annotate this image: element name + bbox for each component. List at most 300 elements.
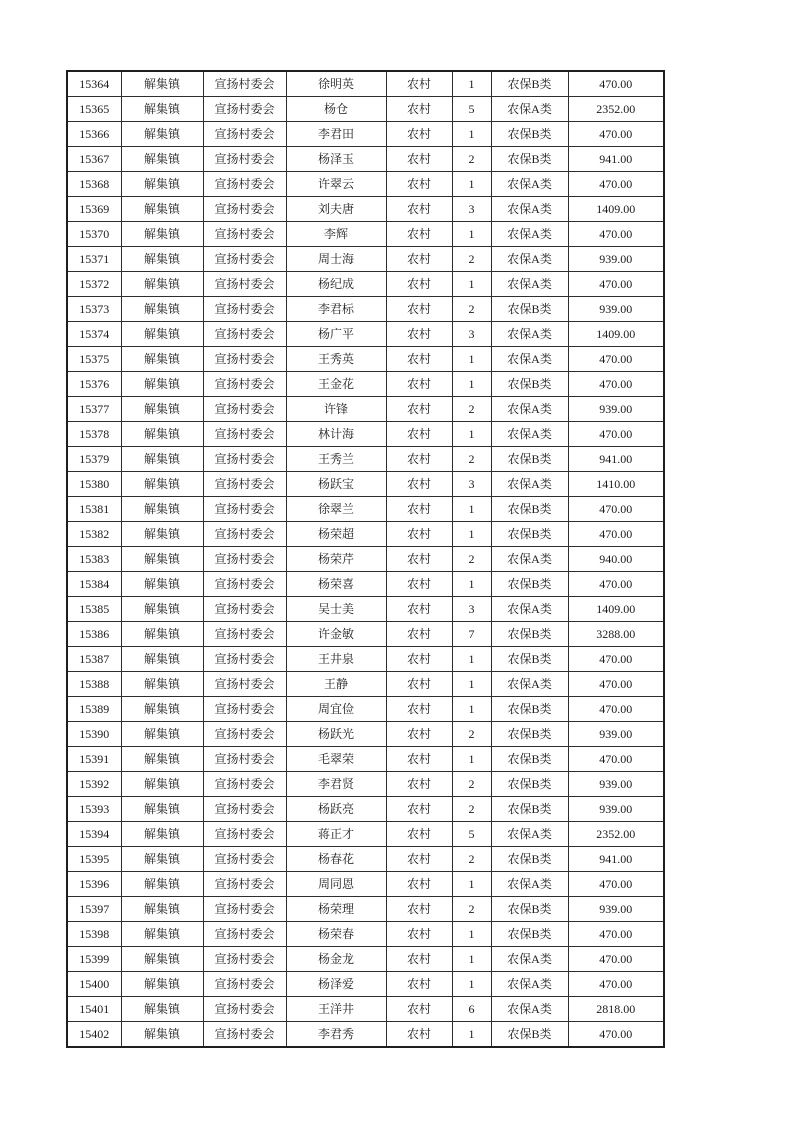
records-table-container	[66, 70, 665, 1048]
table-row	[67, 647, 664, 672]
cell-residence-category: 农村	[386, 797, 452, 822]
cell-person-name: 李君田	[286, 122, 386, 147]
cell-amount: 939.00	[568, 247, 664, 272]
cell-person-count: 1	[452, 497, 491, 522]
cell-residence-category: 农村	[386, 822, 452, 847]
cell-person-count: 1	[452, 172, 491, 197]
cell-town: 解集镇	[121, 272, 203, 297]
cell-person-count: 2	[452, 147, 491, 172]
cell-person-name: 徐明英	[286, 71, 386, 97]
cell-insurance-type: 农保A类	[491, 972, 568, 997]
table-row	[67, 622, 664, 647]
table-row	[67, 672, 664, 697]
cell-town: 解集镇	[121, 247, 203, 272]
cell-insurance-type: 农保A类	[491, 322, 568, 347]
cell-village-committee: 宣扬村委会	[203, 1022, 286, 1048]
cell-person-name: 刘夫唐	[286, 197, 386, 222]
cell-person-name: 杨荣芹	[286, 547, 386, 572]
cell-town: 解集镇	[121, 147, 203, 172]
cell-person-count: 3	[452, 472, 491, 497]
cell-serial-number: 15374	[67, 322, 121, 347]
cell-town: 解集镇	[121, 522, 203, 547]
cell-person-name: 徐翠兰	[286, 497, 386, 522]
cell-person-name: 杨荣理	[286, 897, 386, 922]
cell-town: 解集镇	[121, 222, 203, 247]
table-row	[67, 172, 664, 197]
cell-amount: 470.00	[568, 172, 664, 197]
cell-residence-category: 农村	[386, 547, 452, 572]
table-row	[67, 747, 664, 772]
cell-person-count: 1	[452, 71, 491, 97]
table-row	[67, 422, 664, 447]
cell-residence-category: 农村	[386, 522, 452, 547]
cell-person-name: 李君标	[286, 297, 386, 322]
cell-residence-category: 农村	[386, 322, 452, 347]
cell-residence-category: 农村	[386, 222, 452, 247]
cell-insurance-type: 农保B类	[491, 697, 568, 722]
cell-serial-number: 15367	[67, 147, 121, 172]
cell-serial-number: 15366	[67, 122, 121, 147]
cell-person-count: 1	[452, 347, 491, 372]
cell-person-name: 杨跃宝	[286, 472, 386, 497]
cell-town: 解集镇	[121, 447, 203, 472]
cell-village-committee: 宣扬村委会	[203, 747, 286, 772]
cell-amount: 470.00	[568, 922, 664, 947]
cell-serial-number: 15369	[67, 197, 121, 222]
cell-serial-number: 15398	[67, 922, 121, 947]
cell-town: 解集镇	[121, 71, 203, 97]
cell-person-name: 周宜俭	[286, 697, 386, 722]
cell-town: 解集镇	[121, 197, 203, 222]
table-row	[67, 922, 664, 947]
cell-village-committee: 宣扬村委会	[203, 947, 286, 972]
cell-village-committee: 宣扬村委会	[203, 97, 286, 122]
cell-person-count: 3	[452, 597, 491, 622]
cell-insurance-type: 农保A类	[491, 422, 568, 447]
cell-amount: 939.00	[568, 722, 664, 747]
cell-residence-category: 农村	[386, 122, 452, 147]
cell-serial-number: 15384	[67, 572, 121, 597]
cell-serial-number: 15376	[67, 372, 121, 397]
cell-serial-number: 15383	[67, 547, 121, 572]
cell-serial-number: 15393	[67, 797, 121, 822]
cell-serial-number: 15385	[67, 597, 121, 622]
cell-amount: 470.00	[568, 347, 664, 372]
table-row	[67, 972, 664, 997]
cell-town: 解集镇	[121, 597, 203, 622]
cell-town: 解集镇	[121, 1022, 203, 1048]
cell-serial-number: 15370	[67, 222, 121, 247]
cell-village-committee: 宣扬村委会	[203, 472, 286, 497]
cell-person-count: 7	[452, 622, 491, 647]
cell-insurance-type: 农保A类	[491, 672, 568, 697]
cell-residence-category: 农村	[386, 172, 452, 197]
cell-village-committee: 宣扬村委会	[203, 347, 286, 372]
cell-village-committee: 宣扬村委会	[203, 622, 286, 647]
cell-village-committee: 宣扬村委会	[203, 597, 286, 622]
cell-amount: 470.00	[568, 947, 664, 972]
cell-insurance-type: 农保A类	[491, 97, 568, 122]
cell-town: 解集镇	[121, 547, 203, 572]
cell-insurance-type: 农保A类	[491, 197, 568, 222]
cell-serial-number: 15378	[67, 422, 121, 447]
cell-town: 解集镇	[121, 822, 203, 847]
cell-person-count: 1	[452, 272, 491, 297]
cell-insurance-type: 农保B类	[491, 897, 568, 922]
cell-village-committee: 宣扬村委会	[203, 872, 286, 897]
cell-person-name: 李君贤	[286, 772, 386, 797]
cell-person-count: 2	[452, 447, 491, 472]
table-row	[67, 847, 664, 872]
cell-person-name: 杨仓	[286, 97, 386, 122]
cell-serial-number: 15392	[67, 772, 121, 797]
cell-village-committee: 宣扬村委会	[203, 71, 286, 97]
cell-person-count: 1	[452, 522, 491, 547]
cell-amount: 2352.00	[568, 822, 664, 847]
cell-town: 解集镇	[121, 672, 203, 697]
cell-amount: 1410.00	[568, 472, 664, 497]
cell-town: 解集镇	[121, 922, 203, 947]
cell-amount: 939.00	[568, 897, 664, 922]
table-row	[67, 947, 664, 972]
cell-town: 解集镇	[121, 797, 203, 822]
cell-person-name: 王井泉	[286, 647, 386, 672]
cell-insurance-type: 农保B类	[491, 71, 568, 97]
cell-person-count: 2	[452, 297, 491, 322]
cell-serial-number: 15395	[67, 847, 121, 872]
cell-village-committee: 宣扬村委会	[203, 697, 286, 722]
cell-person-count: 2	[452, 247, 491, 272]
cell-person-name: 王静	[286, 672, 386, 697]
cell-insurance-type: 农保A类	[491, 247, 568, 272]
cell-residence-category: 农村	[386, 497, 452, 522]
cell-amount: 939.00	[568, 297, 664, 322]
cell-village-committee: 宣扬村委会	[203, 547, 286, 572]
cell-person-name: 杨荣喜	[286, 572, 386, 597]
cell-serial-number: 15396	[67, 872, 121, 897]
cell-insurance-type: 农保B类	[491, 797, 568, 822]
cell-village-committee: 宣扬村委会	[203, 147, 286, 172]
cell-amount: 939.00	[568, 772, 664, 797]
cell-village-committee: 宣扬村委会	[203, 722, 286, 747]
cell-person-count: 1	[452, 872, 491, 897]
cell-person-count: 3	[452, 322, 491, 347]
cell-amount: 470.00	[568, 372, 664, 397]
cell-serial-number: 15368	[67, 172, 121, 197]
cell-person-name: 李辉	[286, 222, 386, 247]
cell-serial-number: 15387	[67, 647, 121, 672]
cell-amount: 470.00	[568, 522, 664, 547]
cell-town: 解集镇	[121, 472, 203, 497]
cell-person-name: 许翠云	[286, 172, 386, 197]
table-row	[67, 897, 664, 922]
cell-amount: 941.00	[568, 147, 664, 172]
cell-residence-category: 农村	[386, 972, 452, 997]
cell-town: 解集镇	[121, 972, 203, 997]
cell-village-committee: 宣扬村委会	[203, 672, 286, 697]
cell-person-count: 1	[452, 697, 491, 722]
cell-amount: 470.00	[568, 972, 664, 997]
table-row	[67, 71, 664, 97]
cell-town: 解集镇	[121, 347, 203, 372]
cell-person-name: 王洋井	[286, 997, 386, 1022]
cell-amount: 939.00	[568, 797, 664, 822]
cell-town: 解集镇	[121, 622, 203, 647]
table-row	[67, 222, 664, 247]
cell-person-count: 2	[452, 722, 491, 747]
cell-person-count: 1	[452, 372, 491, 397]
cell-amount: 470.00	[568, 422, 664, 447]
table-row	[67, 272, 664, 297]
cell-insurance-type: 农保B类	[491, 1022, 568, 1048]
table-row	[67, 347, 664, 372]
table-body	[67, 71, 664, 1047]
table-row	[67, 722, 664, 747]
cell-village-committee: 宣扬村委会	[203, 797, 286, 822]
table-row	[67, 872, 664, 897]
cell-insurance-type: 农保B类	[491, 722, 568, 747]
cell-amount: 941.00	[568, 847, 664, 872]
cell-person-name: 林计海	[286, 422, 386, 447]
cell-amount: 470.00	[568, 122, 664, 147]
cell-insurance-type: 农保B类	[491, 497, 568, 522]
records-table	[66, 70, 665, 1048]
cell-serial-number: 15397	[67, 897, 121, 922]
cell-town: 解集镇	[121, 397, 203, 422]
table-row	[67, 197, 664, 222]
cell-village-committee: 宣扬村委会	[203, 522, 286, 547]
cell-residence-category: 农村	[386, 772, 452, 797]
cell-residence-category: 农村	[386, 272, 452, 297]
cell-person-count: 2	[452, 547, 491, 572]
cell-town: 解集镇	[121, 847, 203, 872]
cell-town: 解集镇	[121, 997, 203, 1022]
table-row	[67, 397, 664, 422]
cell-insurance-type: 农保A类	[491, 547, 568, 572]
cell-residence-category: 农村	[386, 71, 452, 97]
cell-town: 解集镇	[121, 872, 203, 897]
cell-serial-number: 15399	[67, 947, 121, 972]
table-row	[67, 797, 664, 822]
cell-residence-category: 农村	[386, 97, 452, 122]
cell-village-committee: 宣扬村委会	[203, 497, 286, 522]
table-row	[67, 597, 664, 622]
cell-residence-category: 农村	[386, 747, 452, 772]
cell-person-count: 2	[452, 772, 491, 797]
cell-residence-category: 农村	[386, 622, 452, 647]
cell-village-committee: 宣扬村委会	[203, 122, 286, 147]
cell-residence-category: 农村	[386, 847, 452, 872]
cell-amount: 1409.00	[568, 197, 664, 222]
cell-insurance-type: 农保B类	[491, 772, 568, 797]
cell-person-name: 蒋正才	[286, 822, 386, 847]
cell-town: 解集镇	[121, 722, 203, 747]
cell-person-name: 杨金龙	[286, 947, 386, 972]
cell-serial-number: 15400	[67, 972, 121, 997]
cell-insurance-type: 农保B类	[491, 572, 568, 597]
cell-residence-category: 农村	[386, 947, 452, 972]
cell-serial-number: 15377	[67, 397, 121, 422]
cell-person-count: 1	[452, 1022, 491, 1048]
cell-insurance-type: 农保B类	[491, 372, 568, 397]
cell-village-committee: 宣扬村委会	[203, 272, 286, 297]
cell-insurance-type: 农保A类	[491, 172, 568, 197]
cell-serial-number: 15365	[67, 97, 121, 122]
cell-serial-number: 15402	[67, 1022, 121, 1048]
cell-amount: 470.00	[568, 272, 664, 297]
table-row	[67, 472, 664, 497]
table-row	[67, 97, 664, 122]
cell-insurance-type: 农保B类	[491, 647, 568, 672]
cell-person-name: 许金敏	[286, 622, 386, 647]
cell-insurance-type: 农保A类	[491, 347, 568, 372]
cell-person-name: 许锋	[286, 397, 386, 422]
cell-person-count: 5	[452, 822, 491, 847]
cell-insurance-type: 农保A类	[491, 997, 568, 1022]
cell-residence-category: 农村	[386, 647, 452, 672]
cell-person-count: 1	[452, 647, 491, 672]
cell-serial-number: 15372	[67, 272, 121, 297]
cell-amount: 470.00	[568, 872, 664, 897]
cell-amount: 1409.00	[568, 597, 664, 622]
cell-person-count: 1	[452, 922, 491, 947]
cell-town: 解集镇	[121, 322, 203, 347]
cell-residence-category: 农村	[386, 197, 452, 222]
cell-residence-category: 农村	[386, 897, 452, 922]
cell-person-name: 杨荣超	[286, 522, 386, 547]
table-row	[67, 322, 664, 347]
cell-person-count: 1	[452, 572, 491, 597]
cell-person-count: 1	[452, 672, 491, 697]
cell-residence-category: 农村	[386, 372, 452, 397]
cell-residence-category: 农村	[386, 722, 452, 747]
cell-insurance-type: 农保B类	[491, 122, 568, 147]
cell-insurance-type: 农保B类	[491, 622, 568, 647]
table-row	[67, 572, 664, 597]
cell-serial-number: 15381	[67, 497, 121, 522]
cell-person-count: 1	[452, 972, 491, 997]
cell-person-count: 5	[452, 97, 491, 122]
cell-serial-number: 15380	[67, 472, 121, 497]
table-row	[67, 522, 664, 547]
cell-person-count: 1	[452, 947, 491, 972]
cell-insurance-type: 农保B类	[491, 922, 568, 947]
cell-person-name: 杨荣春	[286, 922, 386, 947]
cell-serial-number: 15401	[67, 997, 121, 1022]
cell-amount: 470.00	[568, 697, 664, 722]
cell-town: 解集镇	[121, 647, 203, 672]
cell-person-count: 1	[452, 222, 491, 247]
cell-residence-category: 农村	[386, 147, 452, 172]
cell-village-committee: 宣扬村委会	[203, 422, 286, 447]
cell-serial-number: 15394	[67, 822, 121, 847]
cell-village-committee: 宣扬村委会	[203, 447, 286, 472]
cell-village-committee: 宣扬村委会	[203, 197, 286, 222]
cell-residence-category: 农村	[386, 472, 452, 497]
cell-insurance-type: 农保A类	[491, 822, 568, 847]
cell-residence-category: 农村	[386, 397, 452, 422]
cell-town: 解集镇	[121, 172, 203, 197]
cell-person-name: 王秀兰	[286, 447, 386, 472]
cell-insurance-type: 农保A类	[491, 222, 568, 247]
cell-residence-category: 农村	[386, 997, 452, 1022]
cell-town: 解集镇	[121, 497, 203, 522]
cell-village-committee: 宣扬村委会	[203, 297, 286, 322]
cell-town: 解集镇	[121, 572, 203, 597]
cell-insurance-type: 农保B类	[491, 147, 568, 172]
cell-town: 解集镇	[121, 372, 203, 397]
table-row	[67, 697, 664, 722]
cell-insurance-type: 农保B类	[491, 297, 568, 322]
cell-serial-number: 15390	[67, 722, 121, 747]
cell-insurance-type: 农保A类	[491, 397, 568, 422]
cell-person-name: 杨跃光	[286, 722, 386, 747]
cell-village-committee: 宣扬村委会	[203, 572, 286, 597]
cell-amount: 470.00	[568, 222, 664, 247]
cell-person-name: 周同恩	[286, 872, 386, 897]
cell-person-name: 吴士美	[286, 597, 386, 622]
table-row	[67, 772, 664, 797]
cell-person-name: 杨泽玉	[286, 147, 386, 172]
cell-serial-number: 15391	[67, 747, 121, 772]
cell-person-name: 杨春花	[286, 847, 386, 872]
cell-village-committee: 宣扬村委会	[203, 397, 286, 422]
cell-person-name: 毛翠荣	[286, 747, 386, 772]
cell-person-count: 6	[452, 997, 491, 1022]
cell-insurance-type: 农保A类	[491, 597, 568, 622]
cell-town: 解集镇	[121, 122, 203, 147]
cell-village-committee: 宣扬村委会	[203, 322, 286, 347]
cell-insurance-type: 农保A类	[491, 272, 568, 297]
cell-serial-number: 15382	[67, 522, 121, 547]
cell-town: 解集镇	[121, 897, 203, 922]
cell-person-name: 杨跃亮	[286, 797, 386, 822]
cell-amount: 940.00	[568, 547, 664, 572]
cell-person-count: 1	[452, 122, 491, 147]
cell-person-name: 王秀英	[286, 347, 386, 372]
cell-insurance-type: 农保B类	[491, 522, 568, 547]
cell-person-name: 杨广平	[286, 322, 386, 347]
cell-amount: 1409.00	[568, 322, 664, 347]
cell-person-count: 3	[452, 197, 491, 222]
cell-amount: 941.00	[568, 447, 664, 472]
cell-serial-number: 15379	[67, 447, 121, 472]
cell-insurance-type: 农保A类	[491, 872, 568, 897]
cell-residence-category: 农村	[386, 922, 452, 947]
cell-residence-category: 农村	[386, 672, 452, 697]
table-row	[67, 997, 664, 1022]
cell-insurance-type: 农保B类	[491, 447, 568, 472]
cell-insurance-type: 农保B类	[491, 847, 568, 872]
cell-village-committee: 宣扬村委会	[203, 222, 286, 247]
cell-town: 解集镇	[121, 947, 203, 972]
cell-village-committee: 宣扬村委会	[203, 372, 286, 397]
cell-town: 解集镇	[121, 97, 203, 122]
cell-amount: 470.00	[568, 497, 664, 522]
cell-village-committee: 宣扬村委会	[203, 847, 286, 872]
cell-residence-category: 农村	[386, 1022, 452, 1048]
cell-residence-category: 农村	[386, 872, 452, 897]
cell-insurance-type: 农保A类	[491, 472, 568, 497]
table-row	[67, 497, 664, 522]
cell-person-name: 李君秀	[286, 1022, 386, 1048]
cell-town: 解集镇	[121, 297, 203, 322]
cell-residence-category: 农村	[386, 297, 452, 322]
cell-village-committee: 宣扬村委会	[203, 172, 286, 197]
cell-amount: 3288.00	[568, 622, 664, 647]
cell-person-count: 2	[452, 397, 491, 422]
cell-residence-category: 农村	[386, 697, 452, 722]
